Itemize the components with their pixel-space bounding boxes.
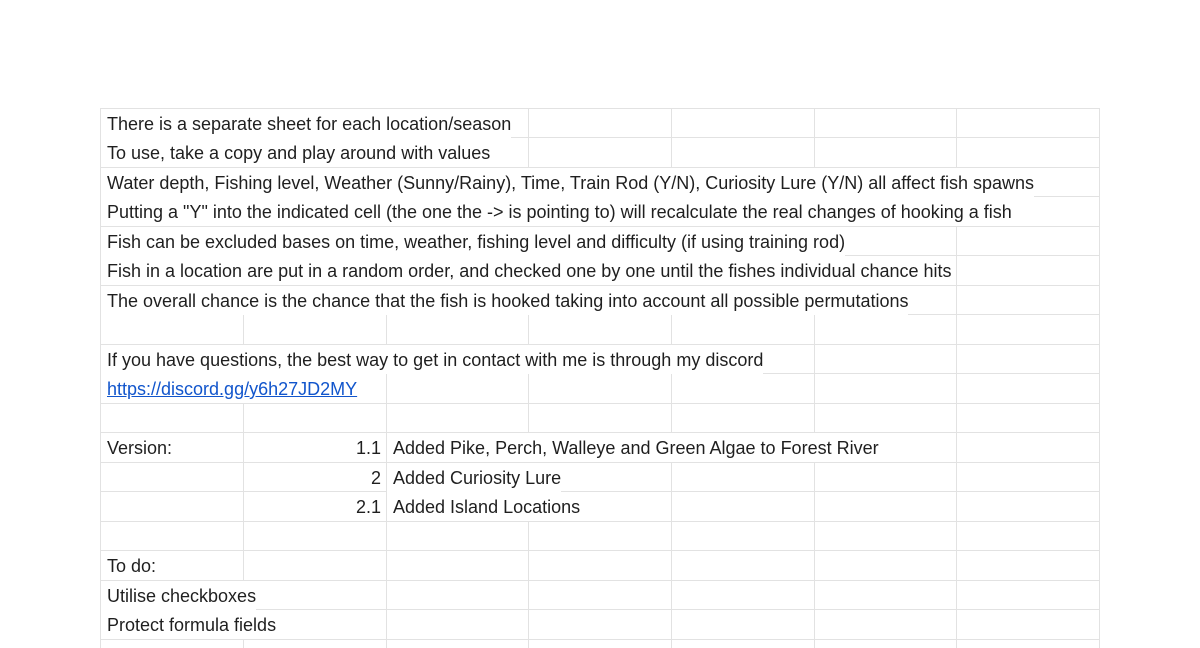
grid-row-line	[100, 639, 1100, 640]
version-number-cell[interactable]: 2.1	[355, 497, 381, 517]
note-cell[interactable]: The overall chance is the chance that the fish is hooked taking into account all possible permutations	[101, 286, 908, 315]
spreadsheet-grid	[100, 108, 1100, 648]
version-number-cell[interactable]: 2	[370, 468, 381, 488]
version-description-cell[interactable]: Added Pike, Perch, Walleye and Green Algae to Forest River	[387, 433, 879, 462]
todo-item-cell[interactable]: Utilise checkboxes	[101, 581, 256, 610]
note-cell[interactable]: Fish in a location are put in a random order, and checked one by one until the fishes individual chance hits	[101, 256, 952, 285]
grid-row-line	[100, 550, 1100, 551]
contact-text-cell[interactable]: If you have questions, the best way to get in contact with me is through my discord	[101, 345, 763, 374]
todo-item-cell[interactable]: Protect formula fields	[101, 610, 276, 639]
grid-row-line	[100, 403, 1100, 404]
grid-column-line	[1099, 108, 1100, 648]
discord-link[interactable]: https://discord.gg/y6h27JD2MY	[101, 374, 357, 403]
note-cell[interactable]: There is a separate sheet for each location/season	[101, 109, 511, 138]
note-cell[interactable]: To use, take a copy and play around with values	[101, 138, 490, 167]
todo-label-cell[interactable]: To do:	[101, 551, 156, 580]
note-cell[interactable]: Putting a "Y" into the indicated cell (the one the -> is pointing to) will recalculate the real changes of hooking a fish	[101, 197, 1012, 226]
version-label-cell[interactable]: Version:	[101, 433, 172, 462]
version-description-cell[interactable]: Added Island Locations	[387, 492, 580, 521]
grid-row-line	[100, 521, 1100, 522]
version-number-cell[interactable]: 1.1	[355, 438, 381, 458]
note-cell[interactable]: Fish can be excluded bases on time, weather, fishing level and difficulty (if using training rod)	[101, 227, 845, 256]
note-cell[interactable]: Water depth, Fishing level, Weather (Sunny/Rainy), Time, Train Rod (Y/N), Curiosity Lure (Y/N) all affect fish spawns	[101, 168, 1034, 197]
version-description-cell[interactable]: Added Curiosity Lure	[387, 463, 561, 492]
